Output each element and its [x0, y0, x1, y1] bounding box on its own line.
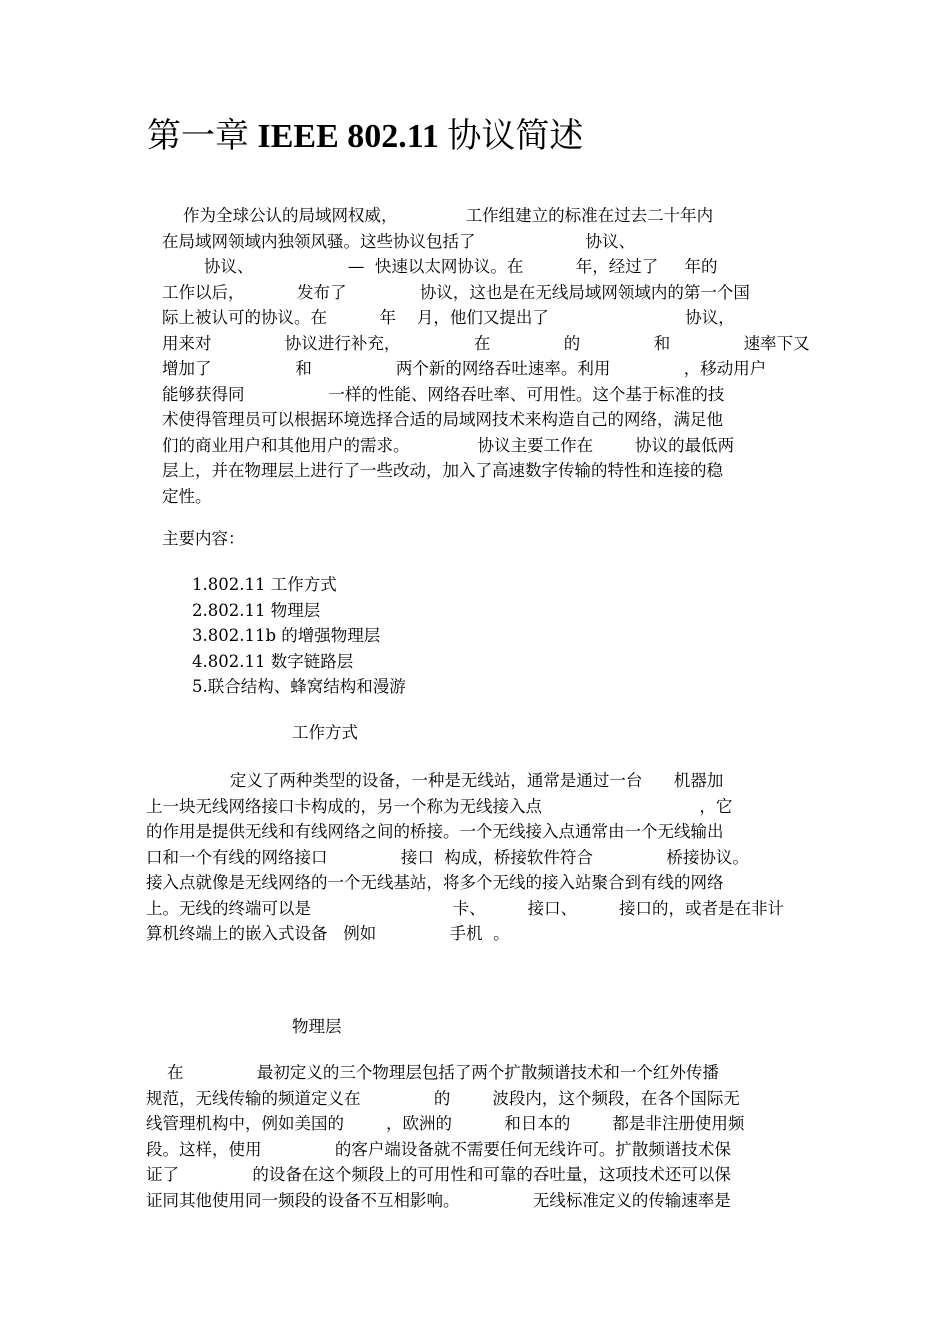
- text-line: 算机终端上的嵌入式设备 例如 手机 。: [146, 924, 510, 943]
- main-content-label: 主要内容：: [162, 529, 245, 548]
- text-line: 口和一个有线的网络接口 接口 构成，桥接软件符合 桥接协议。: [146, 847, 749, 867]
- text-line: 段。这样，使用 的客户端设备就不需要任何无线许可。扩散频谱技术保: [146, 1139, 731, 1159]
- text-line: 在局域网领域内独领风骚。这些协议包括了 协议、: [162, 231, 636, 251]
- text-line: 作为全球公认的局域网权威， 工作组建立的标准在过去二十年内: [162, 206, 714, 225]
- text-line: 能够获得同 一样的性能、网络吞吐率、可用性。这个基于标准的技: [162, 384, 725, 404]
- text-line: 接入点就像是无线网络的一个无线基站，将多个无线的接入站聚合到有线的网络: [146, 873, 724, 892]
- chapter-title: [147, 108, 583, 157]
- list-item: 5.联合结构、蜂窝结构和漫游: [192, 677, 406, 696]
- chapter-title-bold: IEEE 802.11: [249, 118, 448, 155]
- text-line: 用来对 协议进行补充， 在 的 和 速率下又: [162, 333, 810, 353]
- list-item: 2.802.11 物理层: [192, 600, 321, 620]
- text-line: 规范，无线传输的频道定义在 的 波段内，这个频段，在各个国际无: [146, 1088, 740, 1108]
- section-operation-paragraph: [146, 768, 784, 947]
- chapter-title-prefix: 第一章: [147, 116, 249, 156]
- section-heading-physical-layer: 物理层: [292, 1017, 342, 1036]
- text-line: 定性。: [162, 486, 212, 506]
- text-line: 在 最初定义的三个物理层包括了两个扩散频谱技术和一个红外传播: [146, 1063, 719, 1082]
- list-item: 1.802.11 工作方式: [192, 575, 337, 594]
- text-line: 增加了 和 两个新的网络吞吐速率。利用 ，移动用户: [162, 359, 767, 378]
- text-line: 证了 的设备在这个频段上的可用性和可靠的吞吐量，这项技术还可以保: [146, 1165, 731, 1184]
- text-line: 工作以后， 发布了 协议，这也是在无线局域网领域内的第一个国: [162, 282, 750, 302]
- list-item: 3.802.11b 的增强物理层: [192, 626, 381, 645]
- list-item: 4.802.11 数字链路层: [192, 651, 354, 671]
- chapter-title-suffix: 协议简述: [447, 116, 584, 156]
- text-line: 际上被认可的协议。在 年 月，他们又提出了 协议，: [162, 308, 735, 327]
- text-line: 定义了两种类型的设备，一种是无线站，通常是通过一台 机器加: [146, 771, 724, 790]
- text-line: 线管理机构中，例如美国的 ，欧洲的 和日本的 都是非注册使用频: [146, 1114, 745, 1133]
- text-line: 术使得管理员可以根据环境选择合适的局域网技术来构造自己的网络，满足他: [162, 410, 723, 429]
- text-line: 的作用是提供无线和有线网络之间的桥接。一个无线接入点通常由一个无线输出: [146, 822, 724, 841]
- intro-paragraph: [162, 203, 810, 509]
- section-physical-layer-paragraph: [146, 1060, 744, 1213]
- text-line: 们的商业用户和其他用户的需求。 协议主要工作在 协议的最低两: [162, 435, 735, 455]
- text-line: 上一块无线网络接口卡构成的，另一个称为无线接入点 ，它: [146, 796, 733, 816]
- text-line: 协议、 — 快速以太网协议。在 年，经过了 年的: [162, 257, 718, 276]
- text-line: 上。无线的终端可以是 卡、 接口、 接口的，或者是在非计: [146, 898, 785, 918]
- text-line: 证同其他使用同一频段的设备不互相影响。 无线标准定义的传输速率是: [146, 1190, 731, 1210]
- contents-list: [192, 572, 406, 700]
- section-heading-operation: 工作方式: [292, 723, 358, 742]
- text-line: 层上，并在物理层上进行了一些改动，加入了高速数字传输的特性和连接的稳: [162, 461, 723, 480]
